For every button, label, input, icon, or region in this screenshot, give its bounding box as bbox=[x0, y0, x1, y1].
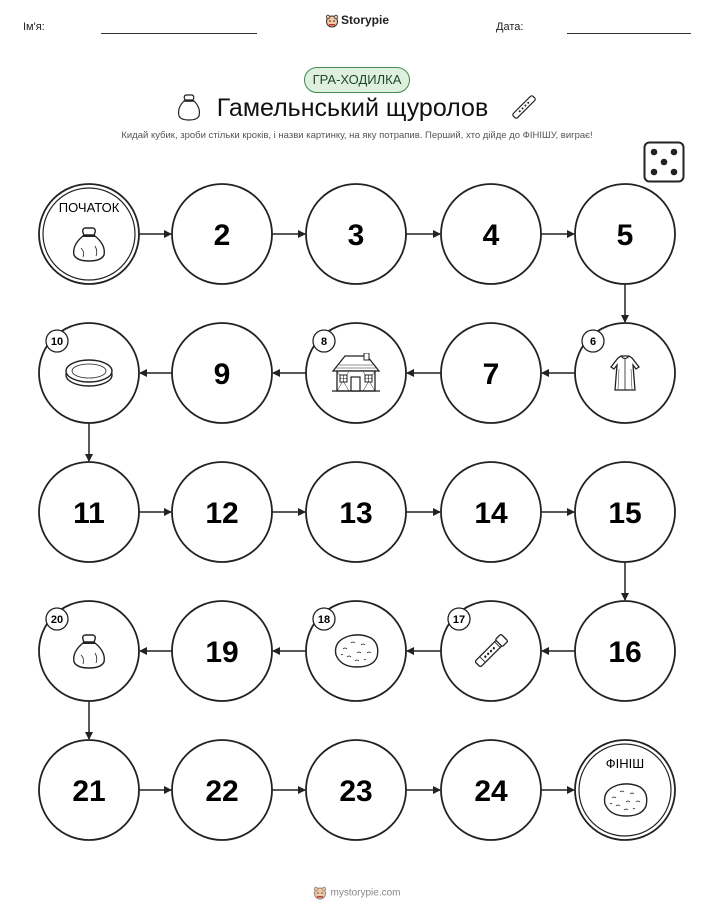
storypie-logo-icon bbox=[313, 886, 327, 900]
cell-number: 7 bbox=[482, 358, 500, 391]
brand-name: Storypie bbox=[340, 13, 389, 27]
board-cell-2 bbox=[172, 184, 272, 284]
board-cell-6 bbox=[575, 323, 675, 423]
board-cell-5 bbox=[575, 184, 675, 284]
finish-label: ФІНІШ bbox=[605, 756, 645, 771]
board-cell-3 bbox=[306, 184, 406, 284]
board-cell-1 bbox=[39, 184, 139, 284]
cell-number-badge-text: 17 bbox=[452, 614, 466, 626]
cell-number: 9 bbox=[213, 358, 231, 391]
game-badge: ГРА-ХОДИЛКА bbox=[304, 67, 410, 93]
board-cell-24 bbox=[441, 740, 541, 840]
cell-number-badge-text: 8 bbox=[320, 336, 328, 348]
title-text: Гамельнський щуролов bbox=[216, 94, 489, 122]
cell-number: 22 bbox=[205, 775, 239, 808]
footer-url: mystorypie.com bbox=[330, 887, 401, 899]
board-cell-16 bbox=[575, 601, 675, 701]
cell-number: 4 bbox=[482, 219, 500, 252]
cell-number: 11 bbox=[73, 497, 105, 530]
board-cell-12 bbox=[172, 462, 272, 562]
cell-number-badge-text: 20 bbox=[50, 614, 64, 626]
footer bbox=[0, 886, 714, 900]
cell-number: 2 bbox=[213, 219, 231, 252]
cell-number: 24 bbox=[474, 775, 508, 808]
board-cell-25 bbox=[575, 740, 675, 840]
cell-number: 19 bbox=[205, 636, 239, 669]
board-cell-17 bbox=[441, 601, 541, 701]
cell-number: 21 bbox=[72, 775, 106, 808]
cell-number: 15 bbox=[608, 497, 642, 530]
date-label: Дата: bbox=[496, 21, 524, 33]
board-cell-20 bbox=[39, 601, 139, 701]
cell-number: 5 bbox=[616, 219, 634, 252]
cell-number-badge-text: 6 bbox=[589, 336, 597, 348]
board-cell-9 bbox=[172, 323, 272, 423]
bread-icon bbox=[336, 635, 378, 667]
board-cell-22 bbox=[172, 740, 272, 840]
name-label: Ім'я: bbox=[23, 21, 45, 33]
instructions: Кидай кубик, зроби стільки кроків, і назви картинку, на яку потрапив. Перший, хто дійде до ФІНІШУ, виграє! bbox=[121, 130, 593, 141]
board-cell-15 bbox=[575, 462, 675, 562]
board-cell-13 bbox=[306, 462, 406, 562]
cell-number-badge-text: 18 bbox=[317, 614, 331, 626]
board-cell-18 bbox=[306, 601, 406, 701]
board-cell-4 bbox=[441, 184, 541, 284]
board-cell-21 bbox=[39, 740, 139, 840]
board-cell-10 bbox=[39, 323, 139, 423]
board-cell-7 bbox=[441, 323, 541, 423]
board-cell-19 bbox=[172, 601, 272, 701]
board-cell-11 bbox=[39, 462, 139, 562]
board-cell-23 bbox=[306, 740, 406, 840]
cell-number: 12 bbox=[205, 497, 239, 530]
start-label: ПОЧАТОК bbox=[58, 200, 120, 215]
cell-number: 14 bbox=[474, 497, 508, 530]
cell-number: 23 bbox=[339, 775, 373, 808]
cell-number-badge-text: 10 bbox=[50, 336, 64, 348]
board-cell-8 bbox=[306, 323, 406, 423]
cell-number: 13 bbox=[339, 497, 373, 530]
coin-icon bbox=[66, 360, 112, 386]
cell-number: 16 bbox=[608, 636, 642, 669]
bread-icon bbox=[605, 784, 647, 816]
cell-number: 3 bbox=[347, 219, 365, 252]
board-cell-14 bbox=[441, 462, 541, 562]
